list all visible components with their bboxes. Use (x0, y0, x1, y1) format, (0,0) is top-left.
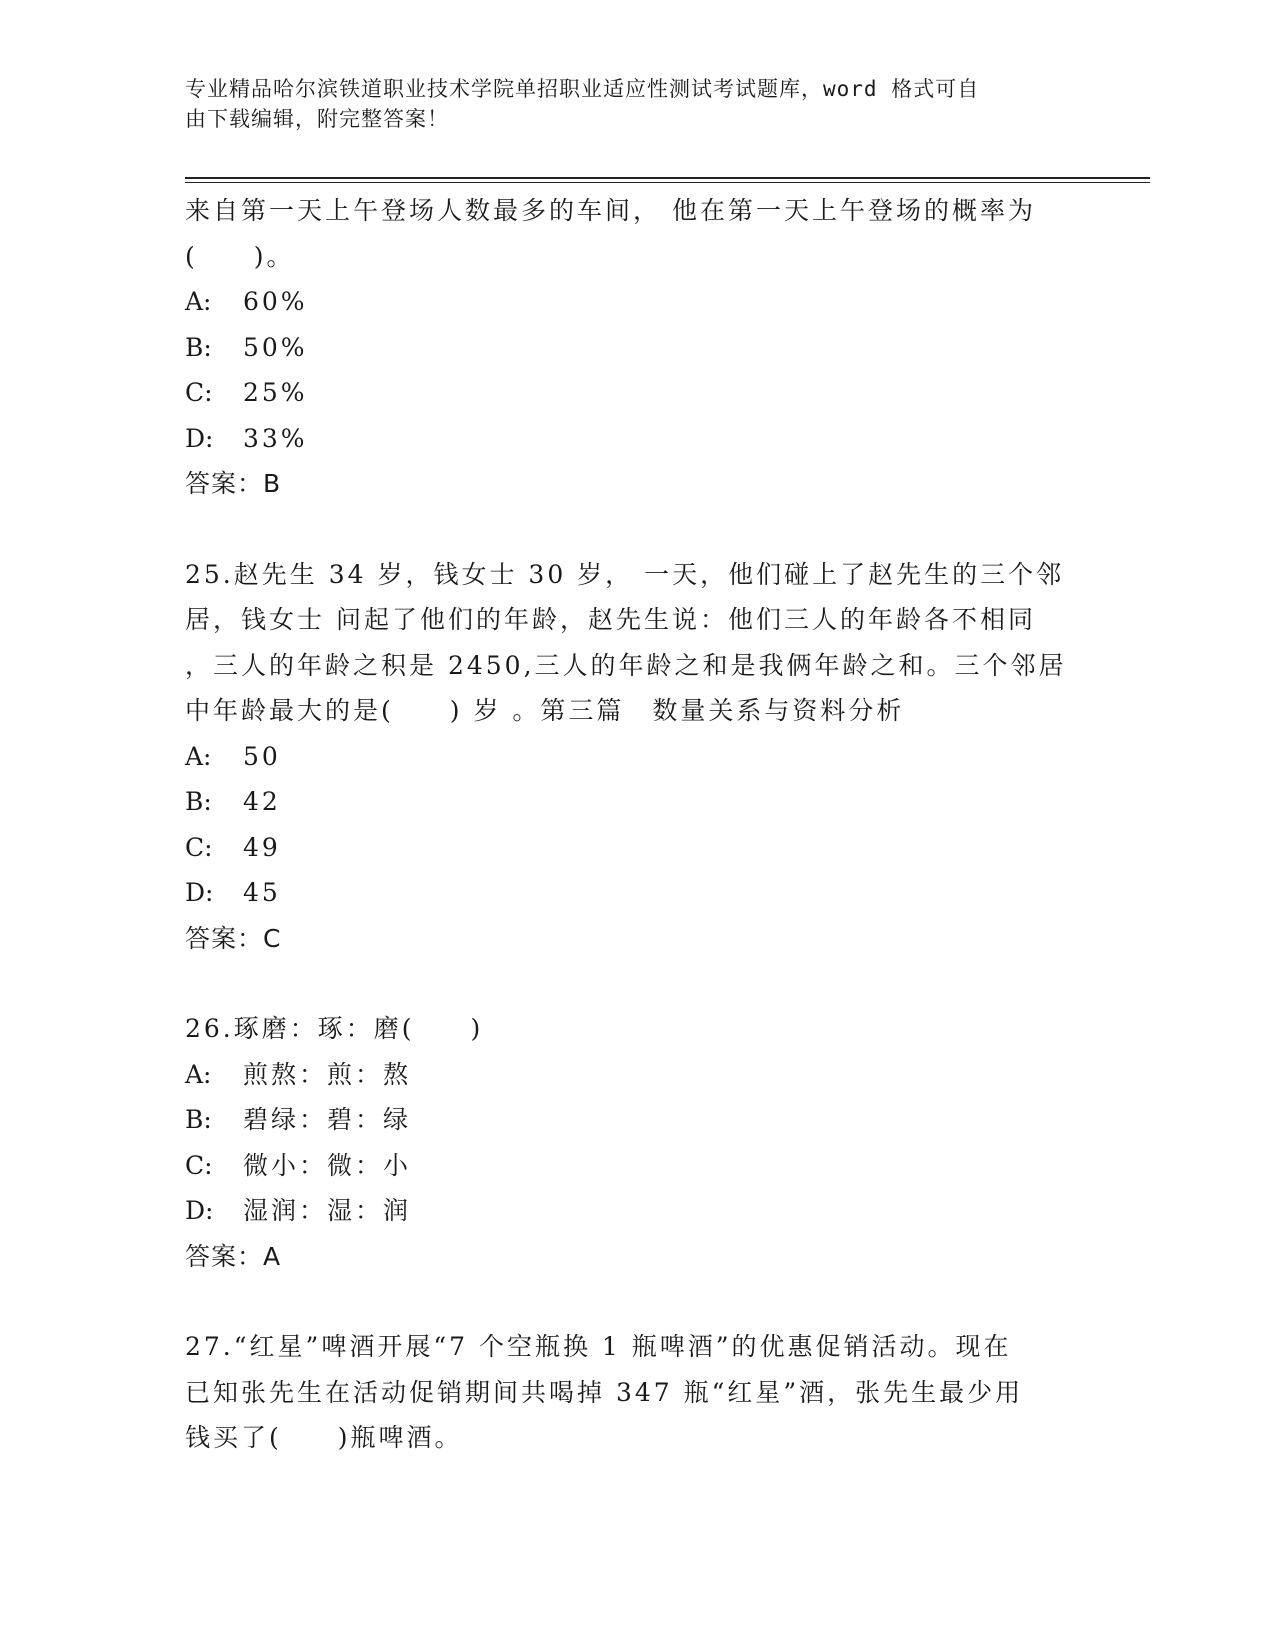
header-line-1: 专业精品哈尔滨铁道职业技术学院单招职业适应性测试考试题库，word 格式可自 (185, 77, 980, 101)
option-c (185, 370, 1085, 416)
spacer (185, 961, 1085, 1006)
answer-line: 答案：A (185, 1241, 282, 1271)
option-key: C: (185, 378, 213, 407)
option-text: 碧绿：碧：绿 (243, 1105, 412, 1134)
question-text-line: 居，钱女士 问起了他们的年龄，赵先生说：他们三人的年龄各不相同 (185, 605, 1036, 634)
option-b (185, 1097, 1085, 1143)
question-text-line: 25.赵先生 34 岁，钱女士 30 岁， 一天，他们碰上了赵先生的三个邻 (185, 559, 1065, 589)
answer-line: 答案：C (185, 923, 282, 953)
question-25 (185, 552, 1085, 962)
option-key: D: (185, 878, 214, 907)
option-key: B: (185, 1105, 212, 1134)
option-text: 湿润：湿：润 (243, 1196, 412, 1225)
option-text: 45 (243, 878, 281, 907)
page-header (185, 74, 1065, 134)
option-key: A: (185, 741, 212, 771)
option-key: B: (185, 332, 212, 362)
question-text-line: 26.琢磨：琢：磨( ) (185, 1014, 484, 1043)
option-key: D: (185, 1196, 214, 1225)
question-text-line: 27.“红星”啤酒开展“7 个空瓶换 1 瓶啤酒”的优惠促销活动。现在 (185, 1332, 1012, 1361)
option-key: A: (185, 1059, 212, 1089)
spacer (185, 1279, 1085, 1324)
option-key: C: (185, 1150, 213, 1180)
answer-line: 答案：B (185, 469, 282, 498)
option-key: D: (185, 423, 214, 453)
question-text-line: ，三人的年龄之积是 2450,三人的年龄之和是我俩年龄之和。三个邻居 (185, 650, 1067, 680)
option-text: 25% (243, 378, 308, 407)
question-text-line: 来自第一天上午登场人数最多的车间， 他在第一天上午登场的概率为 (185, 196, 1036, 225)
question-text-line: 钱买了( )瓶啤酒。 (185, 1423, 463, 1452)
option-c (185, 1143, 1085, 1189)
option-text: 50 (243, 741, 281, 771)
question-24 (185, 188, 1085, 507)
option-a (185, 279, 1085, 325)
question-text-line: ( )。 (185, 241, 295, 271)
option-text: 50% (243, 332, 308, 362)
option-text: 微小：微：小 (243, 1150, 412, 1180)
option-key: B: (185, 787, 212, 816)
header-line-2: 由下载编辑，附完整答案！ (185, 107, 449, 131)
option-d (185, 870, 1085, 916)
header-rule-thin (185, 182, 1150, 183)
question-text-line: 中年龄最大的是( ) 岁 。第三篇 数量关系与资料分析 (185, 696, 905, 725)
question-27 (185, 1324, 1085, 1461)
question-text-line: 已知张先生在活动促销期间共喝掉 347 瓶“红星”酒，张先生最少用 (185, 1377, 1024, 1407)
option-text: 49 (243, 832, 281, 862)
option-a (185, 1052, 1085, 1098)
option-key: C: (185, 832, 213, 862)
option-text: 60% (243, 287, 308, 316)
question-content (185, 188, 1085, 1461)
question-26 (185, 1006, 1085, 1279)
option-d (185, 1188, 1085, 1234)
option-text: 42 (243, 787, 281, 816)
option-c (185, 825, 1085, 871)
option-b (185, 325, 1085, 371)
spacer (185, 507, 1085, 552)
option-a (185, 734, 1085, 780)
option-text: 33% (243, 423, 308, 453)
option-b (185, 779, 1085, 825)
header-rule-thick (185, 177, 1150, 179)
option-text: 煎熬：煎：熬 (243, 1059, 412, 1089)
option-d (185, 416, 1085, 462)
option-key: A: (185, 287, 212, 316)
